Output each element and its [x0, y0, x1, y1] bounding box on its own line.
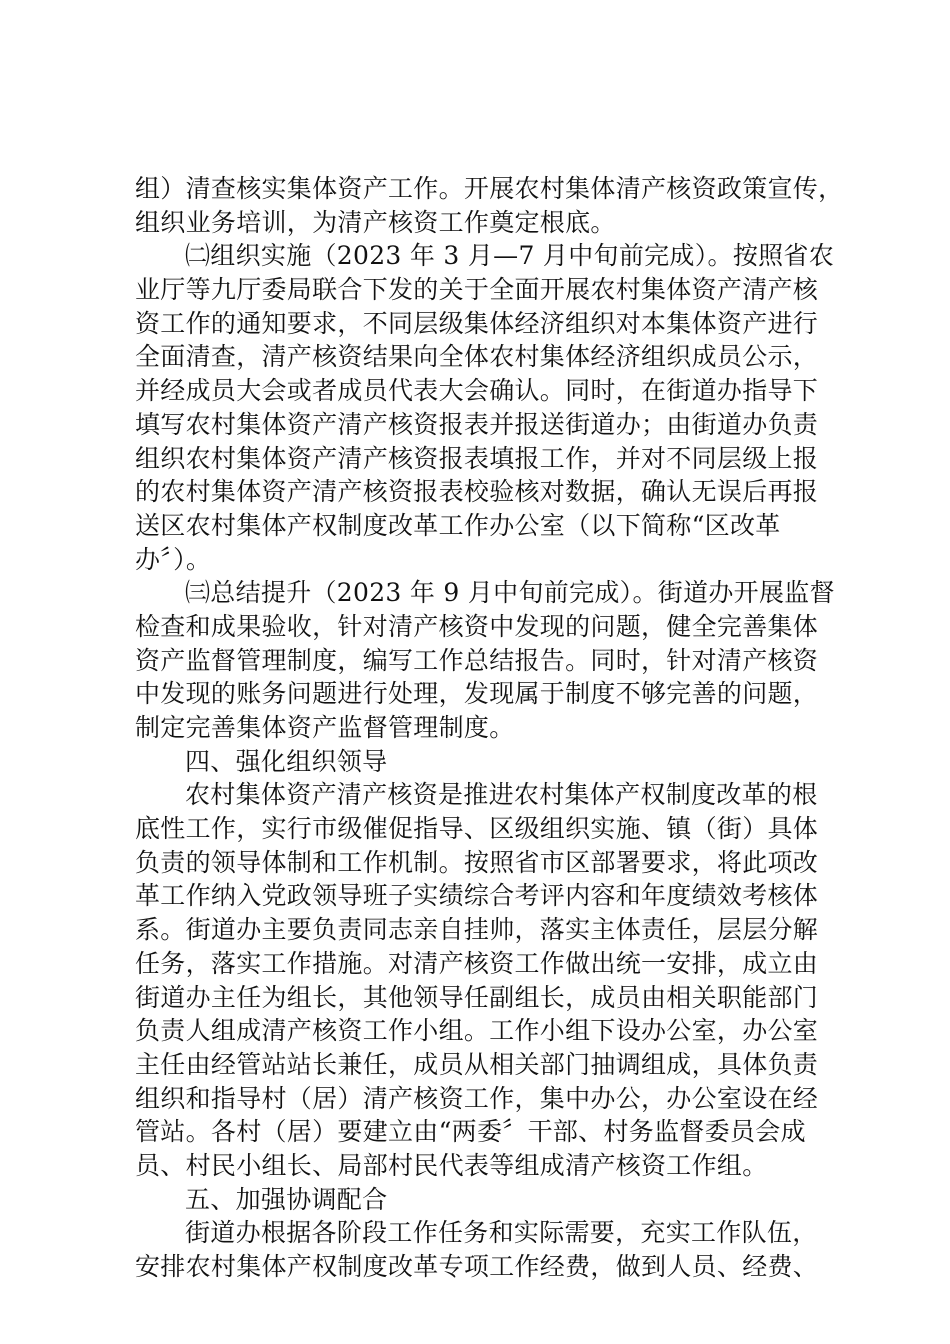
document-body: [135, 172, 844, 1284]
text-line: 制定完善集体资产监督管理制度。: [135, 713, 515, 742]
text-line: 系。街道办主要负责同志亲自挂帅，落实主体责任，层层分解: [135, 915, 819, 945]
text-line: 组织农村集体资产清产核资报表填报工作，并对不同层级上报: [135, 443, 819, 473]
text-line: 的农村集体资产清产核资报表校验核对数据，确认无误后再报: [135, 477, 819, 507]
text-line: 底性工作，实行市级催促指导、区级组织实施、镇（街）具体: [135, 814, 819, 844]
text-line: 资工作的通知要求，不同层级集体经济组织对本集体资产进行: [135, 308, 819, 338]
text-line: 负责人组成清产核资工作小组。工作小组下设办公室，办公室: [135, 1016, 819, 1046]
text-line: 农村集体资产清产核资是推进农村集体产权制度改革的根: [185, 780, 818, 810]
text-line: 送区农村集体产权制度改革工作办公室（以下简称“区改革: [135, 510, 781, 540]
text-line: 负责的领导体制和工作机制。按照省市区部署要求，将此项改: [135, 847, 819, 877]
text-line: 办〞）。: [135, 544, 212, 574]
text-line: 中发现的账务问题进行处理，发现属于制度不够完善的问题，: [135, 679, 819, 709]
text-line: 安排农村集体产权制度改革专项工作经费，做到人员、经费、: [135, 1252, 819, 1281]
text-line: 并经成员大会或者成员代表大会确认。同时，在街道办指导下: [135, 376, 819, 406]
text-line: 街道办根据各阶段工作任务和实际需要，充实工作队伍，: [185, 1218, 818, 1248]
text-line: 资产监督管理制度，编写工作总结报告。同时，针对清产核资: [135, 645, 819, 675]
text-line: 革工作纳入党政领导班子实绩综合考评内容和年度绩效考核体: [135, 881, 819, 911]
text-line: 组）清查核实集体资产工作。开展农村集体清产核资政策宣传，: [135, 174, 844, 203]
text-line: 组织和指导村（居）清产核资工作，集中办公，办公室设在经: [135, 1083, 819, 1113]
text-line: 管站。各村（居）要建立由“两委〞干部、村务监督委员会成: [135, 1117, 806, 1147]
text-line: 员、村民小组长、局部村民代表等组成清产核资工作组。: [135, 1150, 768, 1180]
text-line: 四、强化组织领导: [185, 746, 388, 776]
text-line: 主任由经管站站长兼任，成员从相关部门抽调组成，具体负责: [135, 1049, 819, 1079]
text-line: 任务，落实工作措施。对清产核资工作做出统一安排，成立由: [135, 948, 819, 978]
text-line: 街道办主任为组长，其他领导任副组长，成员由相关职能部门: [135, 982, 819, 1012]
text-line: 五、加强协调配合: [185, 1184, 388, 1214]
text-line: 组织业务培训，为清产核资工作奠定根底。: [135, 207, 616, 237]
text-line: ㈢总结提升（2023 年 9 月中旬前完成）。街道办开展监督: [185, 578, 835, 608]
text-line: 填写农村集体资产清产核资报表并报送街道办；由街道办负责: [135, 409, 819, 439]
text-line: ㈡组织实施（2023 年 3 月—7 月中旬前完成）。按照省农: [185, 241, 835, 271]
text-line: 业厅等九厅委局联合下发的关于全面开展农村集体资产清产核: [135, 275, 819, 305]
text-line: 检查和成果验收，针对清产核资中发现的问题，健全完善集体: [135, 611, 819, 641]
text-line: 全面清查，清产核资结果向全体农村集体经济组织成员公示，: [135, 342, 819, 372]
